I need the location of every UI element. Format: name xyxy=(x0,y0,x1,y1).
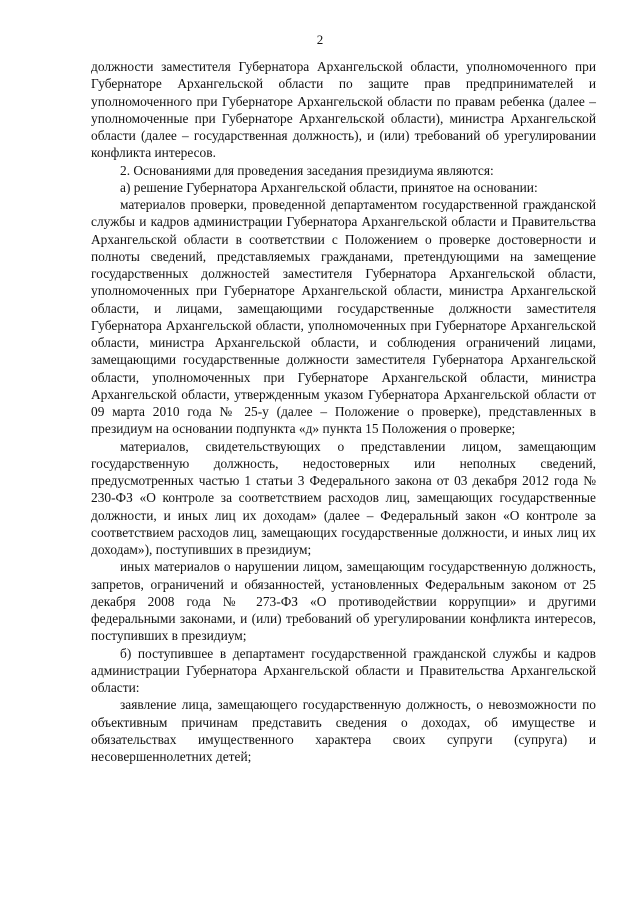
paragraph: иных материалов о нарушении лицом, замещающим государственную должность, запретов, ограничений и обязанностей, установленных Федеральным законом от 25 декабря 2008 года № 273-ФЗ «О противодействии коррупции» и другими федеральными законами, и (или) требований об урегулировании конфликта интересов, поступивших в президиум; xyxy=(91,559,596,644)
paragraph: материалов проверки, проведенной департаментом государственной гражданской службы и кадров администрации Губернатора Архангельской области и Правительства Архангельской области в соответствии с Положением о проверке достоверности и полноты сведений, представляемых гражданами, претендующими на замещение государственных должностей заместителя Губернатора Архангельской области, уполномоченных при Губернаторе Архангельской области, министра Архангельской области, и лицами, замещающими государственные должности заместителя Губернатора Архангельской области, уполномоченных при Губернаторе Архангельской области, министра Архангельской области, и соблюдения ограничений лицами, замещающими государственные должности заместителя Губернатора Архангельской области, уполномоченных при Губернаторе Архангельской области, министра Архангельской области, утвержденным указом Губернатора Архангельской области от 09 марта 2010 года № 25-у (далее – Положение о проверке), представленных в президиум на основании подпункта «д» пункта 15 Положения о проверке; xyxy=(91,197,596,437)
paragraph: а) решение Губернатора Архангельской области, принятое на основании: xyxy=(120,179,538,195)
paragraph: б) поступившее в департамент государственной гражданской службы и кадров администрации Губернатора Архангельской области и Правительства Архангельской области: xyxy=(91,645,596,695)
document-body xyxy=(91,58,596,765)
paragraph: 2. Основаниями для проведения заседания президиума являются: xyxy=(120,162,494,178)
paragraph: заявление лица, замещающего государственную должность, о невозможности по объективным причинам представить сведения о доходах, об имуществе и обязательствах имущественного характера своих супруги (супруга) и несовершеннолетних детей; xyxy=(91,697,596,764)
paragraph: материалов, свидетельствующих о представлении лицом, замещающим государственную должность, недостоверных или неполных сведений, предусмотренных частью 1 статьи 3 Федерального закона от 03 декабря 2012 года № 230-ФЗ «О контроле за соответствием расходов лиц, замещающих государственные должности, и иных лиц их доходам» (далее – Федеральный закон «О контроле за соответствием расходов лиц, замещающих государственные должности, и иных лиц их доходам»), поступивших в президиум; xyxy=(91,438,596,557)
page-number: 2 xyxy=(316,32,324,47)
paragraph: должности заместителя Губернатора Архангельской области, уполномоченного при Губернаторе Архангельской области по защите прав предпринимателей и уполномоченного при Губернаторе Архангельской области по правам ребенка (далее – уполномоченные при Губернаторе Архангельской области), министра Архангельской области (далее – государственная должность), и (или) требований об урегулировании конфликта интересов. xyxy=(91,59,596,161)
